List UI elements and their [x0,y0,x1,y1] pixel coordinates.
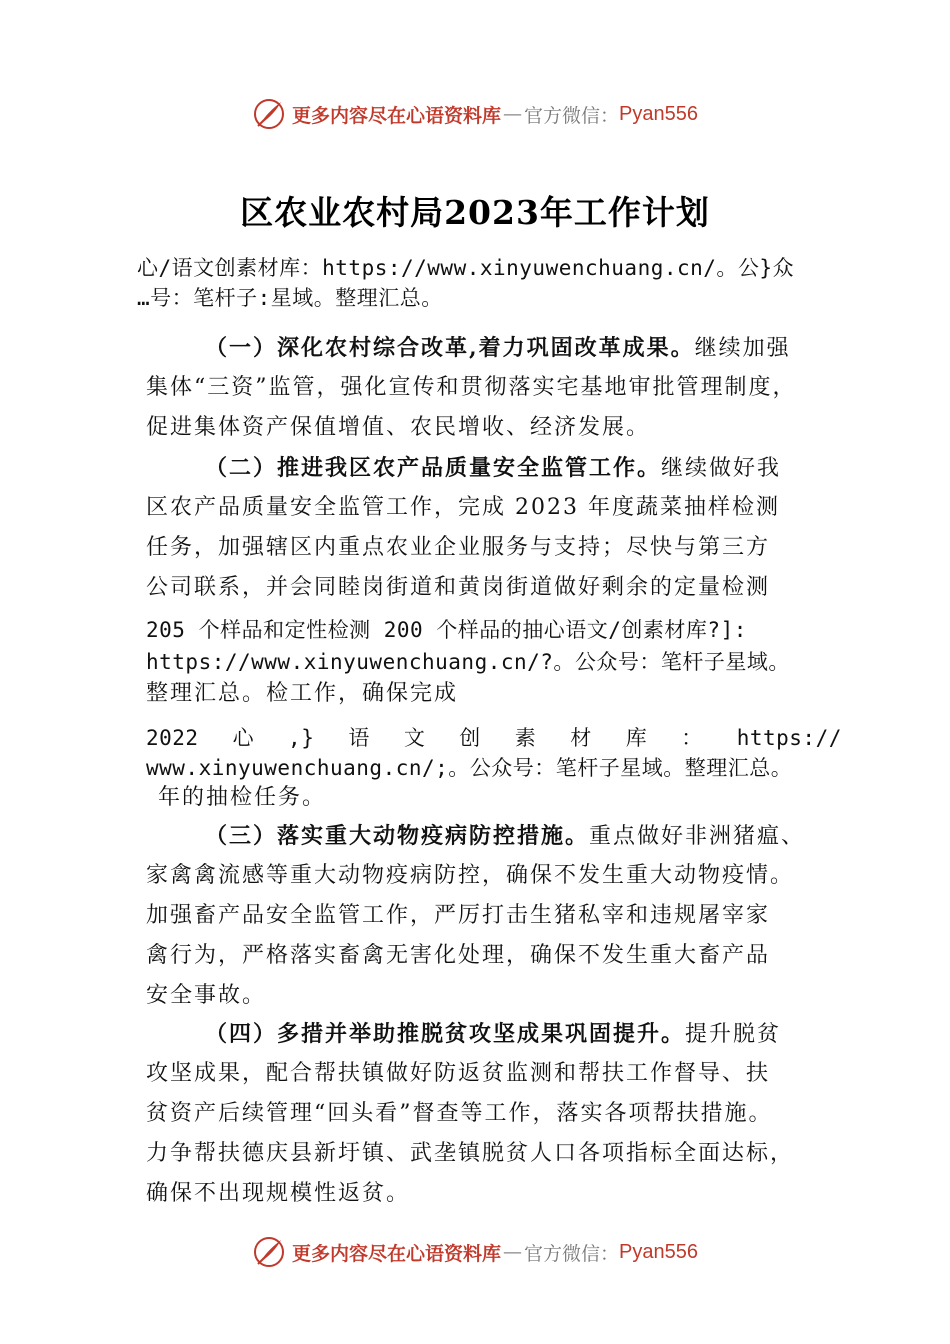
banner-label: 官方微信： [524,1242,620,1265]
justified-token: 素 [514,726,537,750]
justified-token: ： [681,726,703,750]
justified-token: ,} [288,726,315,750]
paragraph-line-justified [146,724,842,752]
section-heading: （三）落实重大动物疫病防控措施。 [205,823,590,849]
paragraph-line [205,334,791,363]
paragraph-line: 力争帮扶德庆县新圩镇、武垄镇脱贫人口各项指标全面达标， [146,1141,795,1166]
paragraph-line [205,454,781,483]
paragraph-line: https://www.xinyuwenchuang.cn/?。公众号：笔杆子星域。 [146,650,790,674]
justified-token: 2022 [146,726,199,750]
section-heading: （二）推进我区农产品质量安全监管工作。 [205,455,662,481]
paragraph-line: 年的抽检任务。 [158,785,327,810]
paragraph-line: 确保不出现规模性返贫。 [146,1181,411,1206]
section-text: 重点做好非洲猪瘟、 [589,824,806,849]
paragraph-line: 205 个样品和定性检测 200 个样品的抽心语文/创素材库?]: [146,618,747,642]
paragraph-line [205,1020,781,1049]
paragraph-line: 攻坚成果，配合帮扶镇做好防返贫监测和帮扶工作督导、扶 [146,1061,771,1086]
paragraph-line: 区农产品质量安全监管工作，完成 2023 年度蔬菜抽样检测 [146,495,780,520]
justified-token: 心 [232,726,255,750]
paragraph-line: 安全事故。 [146,983,267,1008]
quill-logo-icon [252,97,286,131]
justified-token: 创 [459,726,481,750]
section-text: 继续做好我 [661,456,782,481]
justified-token: 库 [625,726,648,750]
banner-separator: — [503,103,523,125]
justified-token: 材 [570,726,592,750]
justified-token: https:// [736,726,842,750]
paragraph-line [205,822,805,851]
justified-token: 语 [348,726,370,750]
paragraph-line: 整理汇总。检工作，确保完成 [146,681,459,706]
document-title: 区农业农村局2023年工作计划 [240,193,710,232]
section-heading: （四）多措并举助推脱贫攻坚成果巩固提升。 [205,1021,686,1047]
paragraph-line: 家禽禽流感等重大动物疫病防控，确保不发生重大动物疫情。 [146,863,795,888]
banner-wechat-id: Pyan556 [619,102,698,125]
justified-token: 文 [403,726,426,750]
banner-main-text: 更多内容尽在心语资料库 [292,104,502,127]
watermark-line: 心/语文创素材库：https://www.xinyuwenchuang.cn/。公}众 [137,256,795,280]
paragraph-line: www.xinyuwenchuang.cn/;。公众号：笔杆子星域。整理汇总。 [146,756,793,780]
paragraph-line: 促进集体资产保值增值、农民增收、经济发展。 [146,415,651,440]
banner-separator: — [503,1241,523,1263]
banner-label: 官方微信： [524,104,620,127]
watermark-line: …号：笔杆子:星域。整理汇总。 [137,286,443,310]
paragraph-line: 任务，加强辖区内重点农业企业服务与支持；尽快与第三方 [146,535,771,560]
paragraph-line: 加强畜产品安全监管工作，严厉打击生猪私宰和违规屠宰家 [146,903,771,928]
section-heading: （一）深化农村综合改革,着力巩固改革成果。 [205,335,695,361]
section-text: 提升脱贫 [685,1022,782,1047]
banner-main-text: 更多内容尽在心语资料库 [292,1242,502,1265]
banner-wechat-id: Pyan556 [619,1240,698,1263]
quill-logo-icon [252,1235,286,1269]
section-text: 继续加强 [694,336,791,361]
footer-banner [0,1232,950,1272]
paragraph-line: 公司联系，并会同睦岗街道和黄岗街道做好剩余的定量检测 [146,575,771,600]
header-banner [0,94,950,134]
paragraph-line: 集体“三资”监管，强化宣传和贯彻落实宅基地审批管理制度， [146,375,797,400]
paragraph-line: 禽行为，严格落实畜禽无害化处理，确保不发生重大畜产品 [146,943,771,968]
paragraph-line: 贫资产后续管理“回头看”督查等工作，落实各项帮扶措施。 [146,1101,773,1126]
